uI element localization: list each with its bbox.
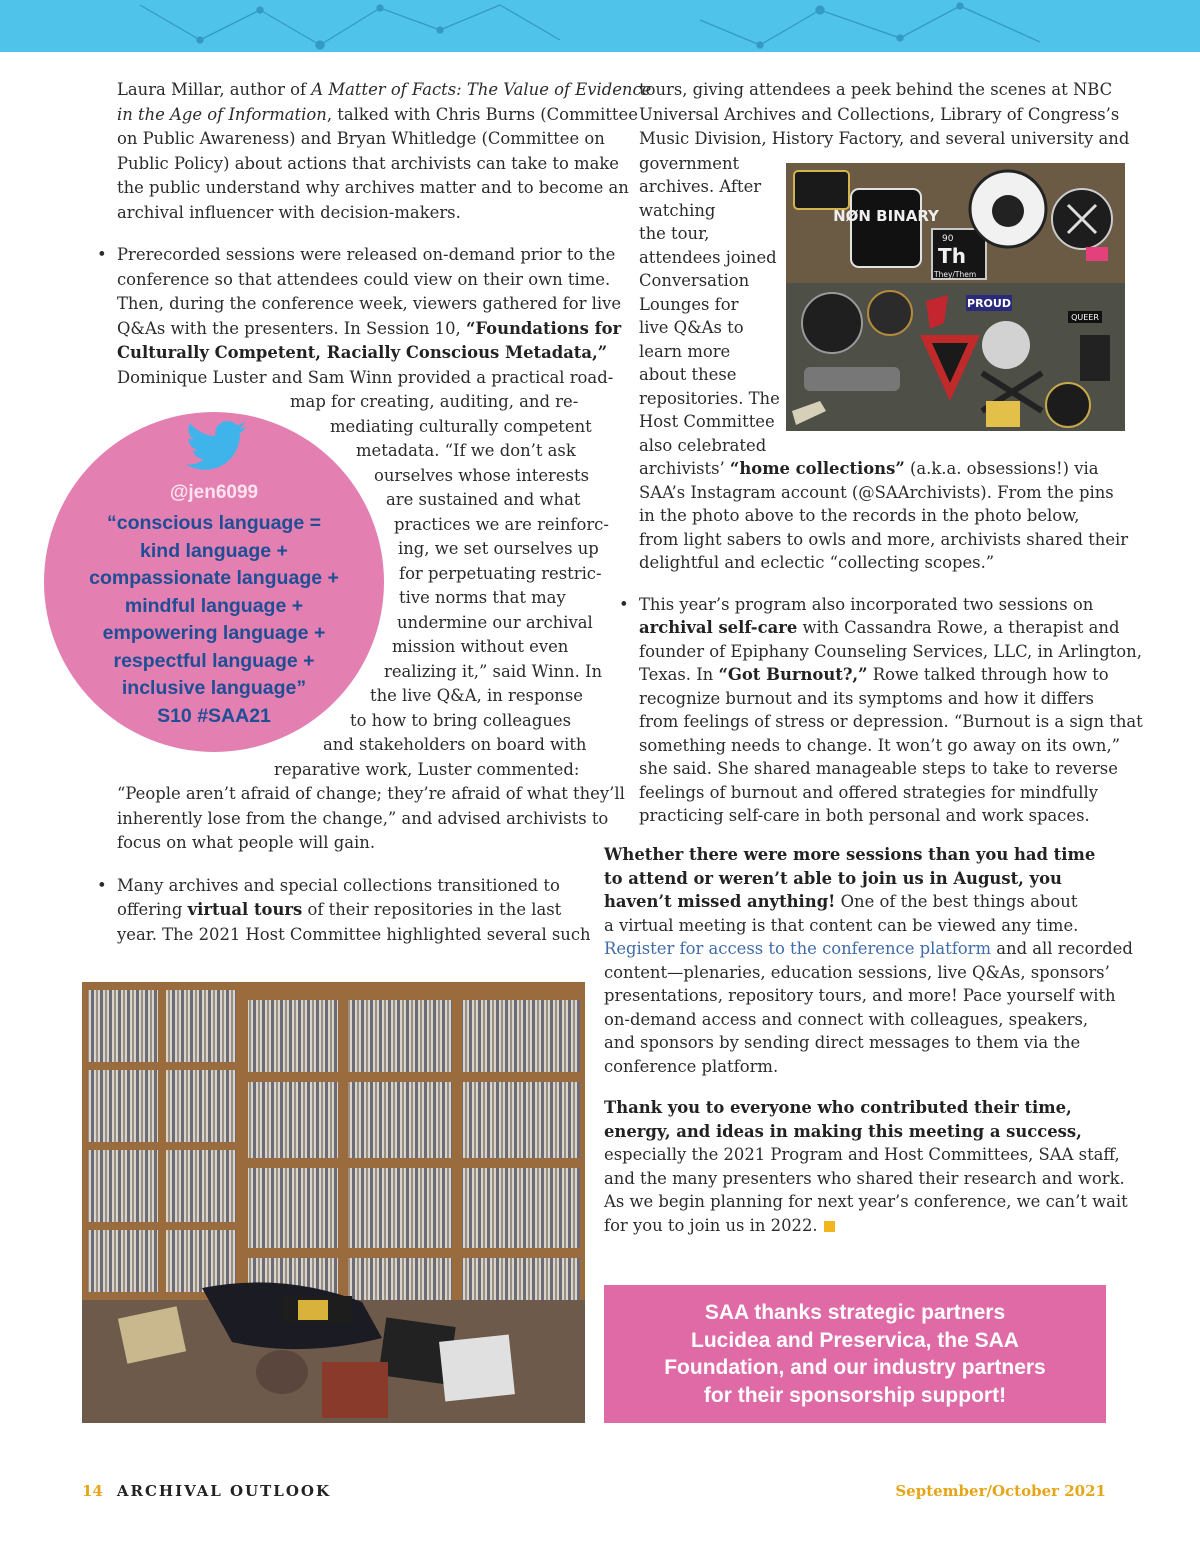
para-thank-you: Thank you to everyone who contributed their time, energy, and ideas in making this meeting a success, especially the 2021 Program and Host Committees, SAA staff, and the many presenters who shared their research and work. As we begin planning for next year’s conference, we can’t wait for you to join us in 2022. [604, 1098, 1128, 1235]
pin-th-text: Th [938, 244, 966, 268]
twitter-bird-icon [186, 420, 248, 476]
partners-thanks-box: SAA thanks strategic partners Lucidea and Preservica, the SAA Foundation, and our industry partners for their sponsorship support! [604, 1285, 1106, 1423]
pin-th-number: 90 [942, 234, 954, 244]
bullet-prerecorded: • Prerecorded sessions were released on-demand prior to the conference so that attendees could view on their own time. Then, during the conference week, viewers gathered for live Q&As with the presenters. In Session 10, “Foundations for Culturally Competent, Racially Conscious Metadata,” Dominique Luster and Sam Winn provided a practical road- map for creating, auditing, and re- mediating culturally competent metadata. “If we don’t ask ourselves whose interests are sustained and what practices we are reinforc- ing, we set ourselves up for perpetuating restric- tive norms that may undermine our archival mission without even realizing it,” said Winn. In the live Q&A, in response to how to bring colleagues and stakeholders on board with reparative work, Luster commented: “People aren’t afraid of change; they’re afraid of what they’ll inherently lose from the change,” and advised archivists to focus on what people will gain. [117, 243, 587, 856]
tweet-quote: “conscious language = kind language + compassionate language + mindful language + empowering language + respectful language + inclusive language” S10 #SAA21 [89, 512, 339, 727]
bullet-virtual-tours: • Many archives and special collections transitioned to offering virtual tours of their repositories in the last year. The 2021 Host Committee highlighted several such [117, 874, 587, 948]
publication-name: ARCHIVAL OUTLOOK [116, 1482, 332, 1500]
pin-nonbinary-text: NØN BINARY [833, 207, 939, 225]
para-whether: Whether there were more sessions than you had time to attend or weren’t able to join us in August, you haven’t missed anything! One of the best things about a virtual meeting is that content can be viewed any time. Register for access to the conference platform and all recorded content—plenaries, education sessions, live Q&As, sponsors’ presentations, repository tours, and more! Pace yourself with on-demand access and connect with colleagues, speakers, and sponsors by sending direct messages to them via the conference platform. [604, 845, 1133, 1076]
tweet-handle: @jen6099 [169, 482, 259, 503]
register-link[interactable]: Register for access to the conference platform [604, 939, 992, 958]
right-column-top: tours, giving attendees a peek behind the scenes at NBC Universal Archives and Collections, Library of Congress’s Music Division, History Factory, and several university and government archives. After watching the tour, attendees joined Conversation Lounges for live Q&As to learn more about these repositories. The Host Committee also celebrated archivists’ “home collections” (a.k.a. obsessions!) via SAA’s Instagram account (@SAArchivists). From the pins in the photo above to the records in the photo below, from light sabers to owls and more, archivists shared their delightful and eclectic “collecting scopes.” • This year’s program also incorporated two sessions on archival self-care with Cassandra Rowe, a therapist and founder of Epiphany Counseling Services, LLC, in Arlington, Texas. In “Got Burnout?,” Rowe talked through how to recognize burnout and its symptoms and how it differs from feelings of stress or depression. “Burnout is a sign that something needs to change. It won’t go away on its own,” she said. She shared manageable steps to take to reverse feelings of burnout and offered strategies for mindfully practicing self-care in both personal and work spaces. [639, 78, 1109, 828]
top-banner [0, 0, 1200, 52]
pin-queer-text: QUEER [1071, 313, 1099, 322]
para-laura-millar: Laura Millar, author of A Matter of Facts: The Value of Evidence in the Age of Information, talked with Chris Burns (Committee on Public Awareness) and Bryan Whitledge (Committee on Public Policy) about actions that archivists can take to make the public understand why archives matter and to become an archival influencer with decision-makers. [117, 80, 652, 222]
right-column-lower [604, 843, 1133, 1237]
pins-illustration [786, 163, 1125, 431]
record-collection-photo [82, 982, 585, 1423]
end-mark-icon [824, 1221, 835, 1232]
issue-date: September/October 2021 [895, 1482, 1106, 1500]
pin-theythem-text: They/Them [934, 270, 977, 279]
enamel-pins-photo [786, 163, 1125, 431]
footer-left [82, 1482, 331, 1500]
page-number: 14 [82, 1482, 103, 1500]
pin-proud-text: PROUD [967, 297, 1011, 310]
records-illustration [82, 982, 585, 1423]
bullet-self-care: • This year’s program also incorporated two sessions on archival self-care with Cassandra Rowe, a therapist and founder of Epiphany Counseling Services, LLC, in Arlington, Texas. In “Got Burnout?,” Rowe talked through how to recognize burnout and its symptoms and how it differs from feelings of stress or depression. “Burnout is a sign that something needs to change. It won’t go away on its own,” she said. She shared manageable steps to take to reverse feelings of burnout and offered strategies for mindfully practicing self-care in both personal and work spaces. [639, 593, 1109, 828]
network-pattern [0, 0, 1200, 52]
